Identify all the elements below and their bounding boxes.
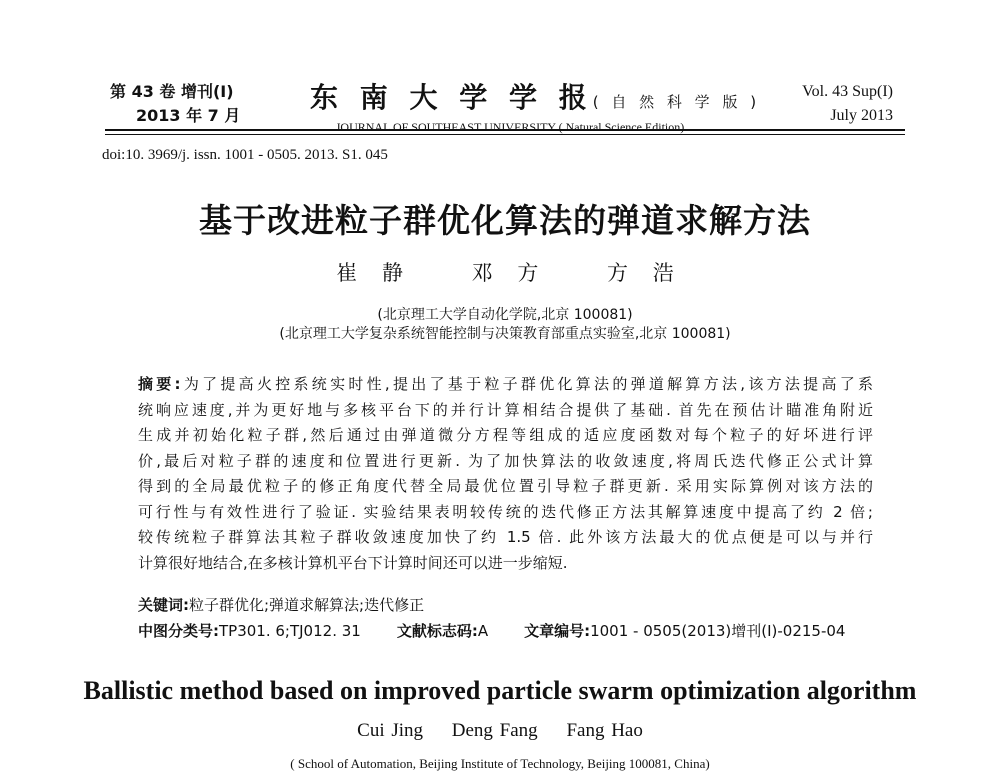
keywords-text: 粒子群优化;弹道求解算法;迭代修正 bbox=[189, 596, 425, 614]
journal-masthead bbox=[310, 76, 761, 135]
abstract-line: 得到的全局最优粒子的修正角度代替全局最优位置引导粒子群更新. 采用实际算例对该方法的 bbox=[138, 477, 873, 495]
abstract-line: 摘要:为了提高火控系统实时性,提出了基于粒子群优化算法的弹道解算方法,该方法提高了系 bbox=[138, 375, 873, 393]
article-no-label: 文章编号: bbox=[524, 622, 591, 640]
clc-value: TP301. 6;TJ012. 31 bbox=[219, 622, 361, 640]
affiliation-cn-1: (北京理工大学自动化学院,北京 100081) bbox=[377, 307, 633, 323]
header-rule-thick bbox=[105, 129, 905, 131]
abstract-line: 可行性与有效性进行了验证. 实验结果表明较传统的迭代修正方法其解算速度中提高了约 2 倍; bbox=[138, 502, 873, 521]
date-en: July 2013 bbox=[830, 107, 893, 124]
abstract-line: 较传统粒子群算法其粒子群收敛速度加快了约 1.5 倍. 此外该方法最大的优点便是可以与并行 bbox=[138, 528, 873, 546]
classification-line bbox=[138, 620, 845, 641]
journal-name-en: JOURNAL OF SOUTHEAST UNIVERSITY ( Natural Science Edition) bbox=[335, 120, 685, 134]
volume-cn: 第 43 卷 增刊(I) bbox=[110, 82, 234, 101]
doi[interactable]: doi:10. 3969/j. issn. 1001 - 0505. 2013. S1. 045 bbox=[102, 147, 388, 163]
keywords-label: 关键词: bbox=[138, 596, 189, 614]
authors-cn bbox=[100, 257, 910, 287]
abstract-line: 生成并初始化粒子群,然后通过由弹道微分方程等组成的适应度函数对每个粒子的好坏进行评 bbox=[138, 426, 873, 444]
author-cn: 崔 静 bbox=[336, 261, 403, 285]
journal-edition-cn: ( 自 然 科 学 版 ) bbox=[592, 93, 761, 111]
abstract-cn bbox=[138, 372, 873, 576]
author-cn: 方 浩 bbox=[607, 261, 674, 285]
abstract-line: 统响应速度,并为更好地与多核平台下的并行计算相结合提供了基础. 首先在预估计瞄准角附近 bbox=[138, 400, 873, 419]
date-cn: 2013 年 7 月 bbox=[136, 106, 241, 125]
affiliation-cn-2: (北京理工大学复杂系统智能控制与决策教育部重点实验室,北京 100081) bbox=[279, 326, 731, 342]
volume-en: Vol. 43 Sup(I) bbox=[802, 83, 893, 100]
doc-code-value: A bbox=[477, 622, 489, 640]
journal-volume-cn bbox=[110, 80, 240, 128]
clc-label: 中图分类号: bbox=[138, 622, 219, 640]
author-cn: 邓 方 bbox=[471, 261, 539, 285]
authors-en bbox=[60, 720, 940, 742]
paper-title-cn: 基于改进粒子群优化算法的弹道求解方法 bbox=[199, 201, 811, 240]
paper-title-en: Ballistic method based on improved particle swarm optimization algorithm bbox=[83, 676, 917, 705]
article-no-value: 1001 - 0505(2013)增刊(I)-0215-04 bbox=[590, 622, 846, 640]
abstract-line: 计算很好地结合,在多核计算机平台下计算时间还可以进一步缩短. bbox=[138, 553, 568, 572]
journal-name-cn: 东 南 大 学 学 报 bbox=[310, 81, 593, 114]
author-en: Deng Fang bbox=[451, 720, 538, 741]
journal-volume-en bbox=[775, 80, 893, 128]
abstract-label: 摘要: bbox=[138, 375, 181, 393]
author-en: Fang Hao bbox=[566, 720, 643, 741]
doc-code-label: 文献标志码: bbox=[396, 622, 478, 640]
keywords bbox=[138, 594, 424, 615]
affiliation-en: ( School of Automation, Beijing Institute of Technology, Beijing 100081, China) bbox=[290, 756, 710, 771]
abstract-line: 价,最后对粒子群的速度和位置进行更新. 为了加快算法的收敛速度,将周氏迭代修正公式计算 bbox=[138, 451, 873, 470]
author-en: Cui Jing bbox=[357, 720, 424, 741]
header-rule-thin bbox=[105, 134, 905, 135]
